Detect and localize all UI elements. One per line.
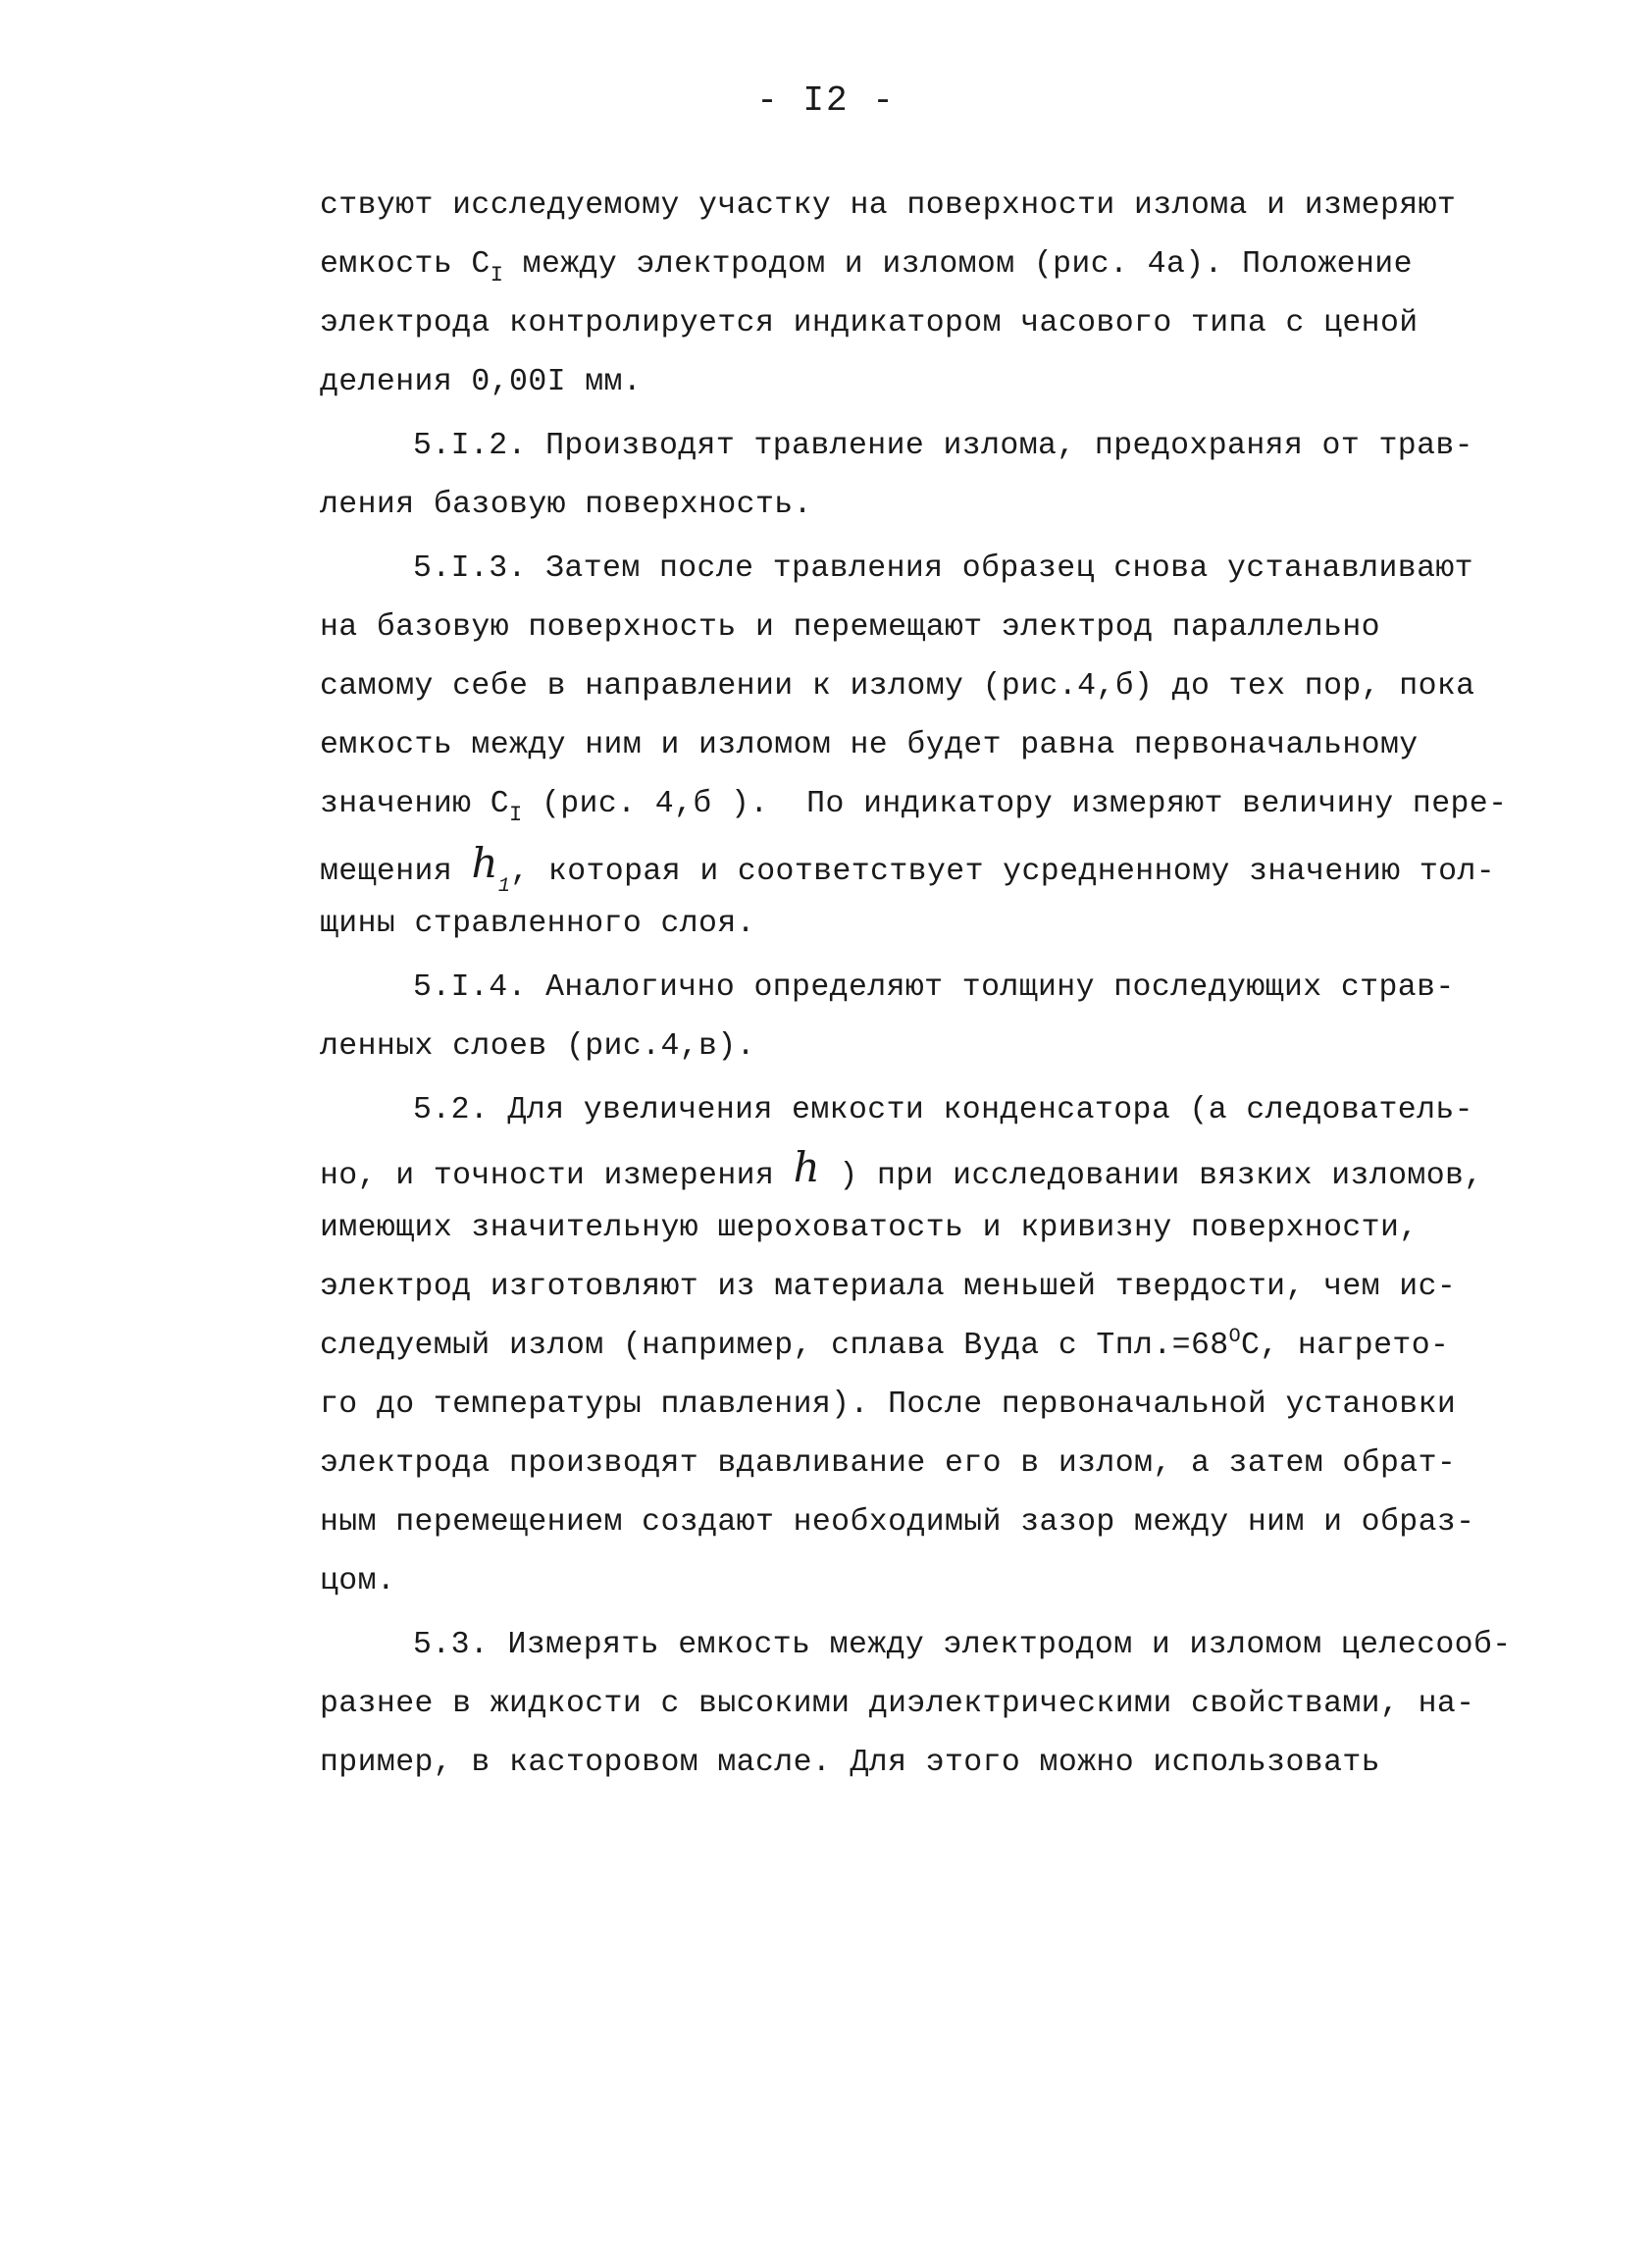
text-line-content: 5.2. Для увеличения емкости конденсатора (а следователь- — [413, 1093, 1473, 1127]
text-line — [320, 245, 1413, 287]
text-line — [320, 905, 755, 944]
text-line — [320, 1209, 1419, 1248]
subscript: 1 — [497, 875, 511, 898]
text-line-content: электрода производят вдавливание его в излом, а затем обрат- — [320, 1446, 1457, 1481]
text-line-content: , которая и соответствует усредненному значению тол- — [510, 855, 1496, 889]
paragraph-start-5-2 — [413, 1091, 1473, 1130]
text-line-content: значению С — [320, 787, 510, 821]
text-line — [320, 1027, 755, 1067]
text-line — [320, 1562, 395, 1601]
text-line-content: ным перемещением создают необходимый зазор между ним и образ- — [320, 1505, 1475, 1540]
text-line — [320, 1444, 1456, 1484]
page-number: - I2 - — [756, 80, 896, 121]
paragraph-start-5-1-3 — [413, 549, 1473, 589]
text-line-content: ствуют исследуемому участку на поверхности излома и измеряют — [320, 188, 1457, 223]
text-line — [320, 1744, 1380, 1783]
text-line-content: цом. — [320, 1564, 396, 1598]
text-line-content: следуемый излом (например, сплава Вуда с Тпл.=68 — [320, 1329, 1229, 1363]
subscript: I — [509, 803, 523, 827]
variable-h: h — [471, 839, 498, 887]
text-line — [320, 363, 642, 402]
text-line-content: ленных слоев (рис.4,в). — [320, 1029, 755, 1064]
paragraph-start-5-1-4 — [413, 968, 1455, 1008]
text-line — [320, 1268, 1456, 1307]
text-line-content: деления 0,00I мм. — [320, 365, 643, 399]
text-line-content: на базовую поверхность и перемещают электрод параллельно — [320, 610, 1380, 645]
text-line-content: 5.I.3. Затем после травления образец снова устанавливают — [413, 551, 1473, 586]
subscript: I — [490, 263, 504, 288]
text-line-content: (рис. 4,б ). По индикатору измеряют величину пере- — [522, 787, 1508, 821]
text-line-content: емкость между ним и изломом не будет равна первоначальному — [320, 728, 1419, 762]
text-line-content: мещения — [320, 855, 472, 889]
text-line — [320, 726, 1419, 765]
text-line-content: пример, в касторовом масле. Для этого можно использовать — [320, 1746, 1380, 1780]
text-line-content: го до температуры плавления). После первоначальной установки — [320, 1387, 1457, 1422]
text-line-content: 5.3. Измерять емкость между электродом и изломом целесооб- — [413, 1628, 1512, 1662]
text-line-content: щины стравленного слоя. — [320, 907, 755, 941]
text-line — [320, 1386, 1456, 1425]
text-line-content: между электродом и изломом (рис. 4а). Положение — [503, 247, 1413, 282]
paragraph-start-5-3 — [413, 1626, 1512, 1665]
text-line — [320, 1685, 1475, 1724]
variable-h: h — [793, 1143, 821, 1191]
text-line — [320, 186, 1456, 226]
text-line — [320, 608, 1380, 648]
text-line-content: электрода контролируется индикатором часового типа с ценой — [320, 306, 1419, 340]
text-line — [320, 304, 1419, 343]
paragraph-start-5-1-2 — [413, 427, 1473, 466]
superscript: О — [1228, 1326, 1241, 1348]
text-line-content: самому себе в направлении к излому (рис.4,б) до тех пор, пока — [320, 669, 1475, 704]
text-line-content: разнее в жидкости с высокими диэлектрическими свойствами, на- — [320, 1687, 1475, 1721]
text-line-content: емкость С — [320, 247, 490, 282]
text-line — [320, 486, 812, 525]
text-line — [320, 1327, 1449, 1369]
text-line — [320, 667, 1475, 706]
text-line-content: ления базовую поверхность. — [320, 488, 812, 522]
text-line-content: 5.I.2. Производят травление излома, предохраняя от трав- — [413, 429, 1473, 463]
text-line-content: но, и точности измерения — [320, 1159, 794, 1193]
text-line-content: С, нагрето- — [1240, 1329, 1450, 1363]
text-line — [320, 1143, 1483, 1196]
text-line-content: 5.I.4. Аналогично определяют толщину последующих страв- — [413, 970, 1455, 1005]
text-line-content: ) при исследовании вязких изломов, — [820, 1159, 1483, 1193]
text-line — [320, 785, 1507, 826]
text-line-content: имеющих значительную шероховатость и кривизну поверхности, — [320, 1211, 1419, 1245]
text-line-content: электрод изготовляют из материала меньшей твердости, чем ис- — [320, 1270, 1457, 1304]
text-line — [320, 839, 1496, 898]
text-line — [320, 1503, 1475, 1543]
